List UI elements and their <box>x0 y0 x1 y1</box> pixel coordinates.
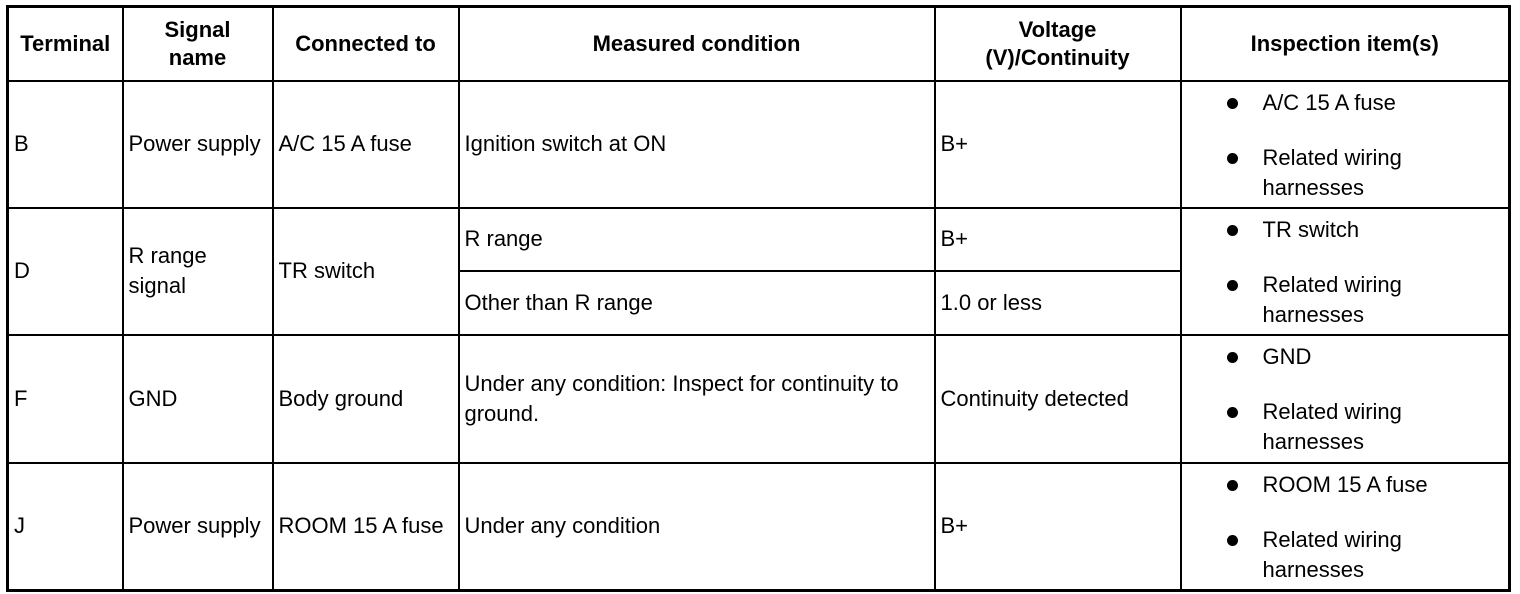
inspection-list <box>1227 464 1501 589</box>
terminal-cell: B <box>8 81 123 208</box>
terminal-inspection-table <box>6 5 1511 592</box>
signal-name-cell: GND <box>123 335 273 463</box>
connected-to-cell: A/C 15 A fuse <box>273 81 459 208</box>
bullet-icon <box>1227 480 1238 491</box>
list-item <box>1227 342 1501 372</box>
bullet-icon <box>1227 535 1238 546</box>
header-row <box>8 7 1510 81</box>
measured-condition-cell: Ignition switch at ON <box>459 81 935 208</box>
voltage-cell: B+ <box>935 81 1181 208</box>
table-row <box>8 463 1510 591</box>
signal-name-cell: R range signal <box>123 208 273 335</box>
inspection-list <box>1227 82 1501 207</box>
bullet-icon <box>1227 225 1238 236</box>
bullet-icon <box>1227 98 1238 109</box>
list-item <box>1227 525 1501 585</box>
inspection-item: ROOM 15 A fuse <box>1262 471 1428 497</box>
list-item <box>1227 143 1501 203</box>
table-row <box>8 208 1510 271</box>
table-row <box>8 335 1510 463</box>
bullet-icon <box>1227 352 1238 363</box>
inspection-item: Related wiring harnesses <box>1262 144 1402 200</box>
list-item <box>1227 397 1501 457</box>
inspection-cell <box>1181 81 1510 208</box>
header-terminal: Terminal <box>8 7 123 81</box>
signal-name-cell: Power supply <box>123 463 273 591</box>
connected-to-cell: TR switch <box>273 208 459 335</box>
list-item <box>1227 470 1501 500</box>
inspection-cell <box>1181 463 1510 591</box>
voltage-cell: Continuity detected <box>935 335 1181 463</box>
list-item <box>1227 215 1501 245</box>
bullet-icon <box>1227 407 1238 418</box>
inspection-cell <box>1181 208 1510 335</box>
measured-condition-cell: R range <box>459 208 935 271</box>
table-row <box>8 81 1510 208</box>
header-inspection: Inspection item(s) <box>1181 7 1510 81</box>
measured-condition-cell: Under any condition: Inspect for continuity to ground. <box>459 335 935 463</box>
inspection-item: Related wiring harnesses <box>1262 526 1402 582</box>
voltage-cell: 1.0 or less <box>935 271 1181 335</box>
measured-condition-cell: Other than R range <box>459 271 935 335</box>
inspection-item: TR switch <box>1262 216 1360 242</box>
header-voltage: Voltage (V)/Continuity <box>935 7 1181 81</box>
inspection-item: GND <box>1262 343 1312 369</box>
inspection-list <box>1227 209 1501 334</box>
inspection-cell <box>1181 335 1510 463</box>
terminal-cell: F <box>8 335 123 463</box>
inspection-item: A/C 15 A fuse <box>1262 89 1396 115</box>
signal-name-cell: Power supply <box>123 81 273 208</box>
terminal-cell: J <box>8 463 123 591</box>
bullet-icon <box>1227 280 1238 291</box>
terminal-cell: D <box>8 208 123 335</box>
inspection-item: Related wiring harnesses <box>1262 398 1402 454</box>
connected-to-cell: Body ground <box>273 335 459 463</box>
header-connected-to: Connected to <box>273 7 459 81</box>
voltage-cell: B+ <box>935 208 1181 271</box>
bullet-icon <box>1227 153 1238 164</box>
voltage-cell: B+ <box>935 463 1181 591</box>
inspection-list <box>1227 336 1501 461</box>
measured-condition-cell: Under any condition <box>459 463 935 591</box>
header-signal-name: Signal name <box>123 7 273 81</box>
list-item <box>1227 270 1501 330</box>
connected-to-cell: ROOM 15 A fuse <box>273 463 459 591</box>
list-item <box>1227 88 1501 118</box>
inspection-item: Related wiring harnesses <box>1262 271 1402 327</box>
header-measured-condition: Measured condition <box>459 7 935 81</box>
